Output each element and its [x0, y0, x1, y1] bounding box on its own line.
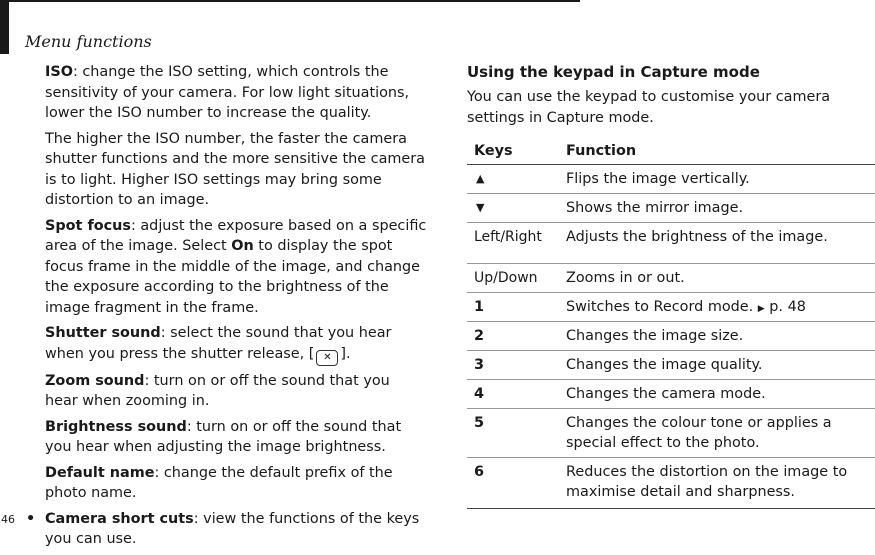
down-arrow-key-icon: ▼	[476, 201, 485, 214]
function-text: Changes the image quality.	[566, 357, 763, 373]
key-label: 5	[474, 415, 485, 431]
zoom-sound-paragraph	[45, 371, 427, 412]
key-label: 4	[474, 386, 485, 402]
key-label: 1	[474, 299, 485, 315]
desc: : view the functions of the keys you can use.	[45, 510, 420, 547]
section-intro: You can use the keypad to customise your camera settings in Capture mode.	[467, 89, 831, 126]
term: Spot focus	[45, 217, 131, 234]
desc: The higher the ISO number, the faster the camera shutter functions and the more sensitive the camera is to light. Higher ISO settings may bring some distortion to an image.	[45, 130, 425, 208]
table-row	[467, 458, 875, 509]
function-text: Reduces the distortion on the image to maximise detail and sharpness.	[566, 464, 848, 500]
key-label: 3	[474, 357, 485, 373]
term: Default name	[45, 464, 155, 481]
function-text: Changes the colour tone or applies a special effect to the photo.	[566, 415, 832, 451]
desc: : turn on or off the sound that you hear when adjusting the image brightness.	[45, 418, 402, 455]
function-text: Flips the image vertically.	[566, 171, 750, 187]
table-row	[467, 293, 875, 322]
table-row	[467, 165, 875, 194]
default-name-paragraph	[45, 463, 427, 504]
keys-table	[467, 138, 875, 509]
page-reference: p. 48	[769, 299, 806, 315]
section-title: Using the keypad in Capture mode	[467, 63, 760, 81]
table-header	[467, 138, 875, 165]
left-column	[26, 62, 427, 555]
reference-arrow-icon: ▶	[757, 304, 765, 314]
iso-paragraph	[45, 62, 427, 124]
header-rule	[0, 0, 580, 2]
key-label: 6	[474, 464, 485, 480]
table-row	[467, 351, 875, 380]
function-text: Shows the mirror image.	[566, 200, 744, 216]
shutter-sound-paragraph	[45, 323, 427, 366]
table-row	[467, 409, 875, 458]
shutter-key-icon: ✕	[316, 350, 338, 366]
desc: : change the ISO setting, which controls the sensitivity of your camera. For low light situations, lower the ISO number to increase the quality.	[45, 64, 410, 121]
desc-cont: to display the spot focus frame in the middle of the image, and change the exposure according to the brightness of the image fragment in the frame.	[45, 238, 421, 316]
function-text: Switches to Record mode.	[566, 299, 754, 315]
on-option: On	[231, 238, 254, 254]
header-bar	[0, 0, 9, 54]
table-row	[467, 223, 875, 264]
table-row	[467, 380, 875, 409]
desc-end: ].	[340, 345, 351, 362]
function-text: Adjusts the brightness of the image.	[566, 229, 828, 245]
function-cell	[566, 293, 875, 323]
function-text: Changes the camera mode.	[566, 386, 766, 402]
iso-note-paragraph	[45, 129, 427, 211]
key-label: Left/Right	[474, 229, 542, 245]
table-row	[467, 194, 875, 223]
desc: : turn on or off the sound that you hear when zooming in.	[45, 372, 390, 409]
term: Brightness sound	[45, 418, 187, 435]
key-label: 2	[474, 328, 485, 344]
term: Camera short cuts	[45, 510, 194, 527]
term: ISO	[45, 64, 73, 80]
page-number: 46	[1, 513, 15, 526]
table-row	[467, 322, 875, 351]
right-column	[467, 62, 875, 509]
spot-focus-paragraph	[45, 216, 427, 319]
desc: : select the sound that you hear when you press the shutter release, [	[45, 325, 392, 362]
bullet-icon: •	[26, 510, 36, 527]
term: Zoom sound	[45, 372, 145, 389]
term: Shutter sound	[45, 325, 161, 341]
up-arrow-key-icon: ▲	[476, 172, 485, 185]
header-function: Function	[566, 143, 637, 159]
desc: : adjust the exposure based on a specific area of the image. Select	[45, 217, 427, 254]
page-header-title: Menu functions	[25, 32, 152, 51]
header-keys: Keys	[474, 143, 513, 159]
function-text: Changes the image size.	[566, 328, 744, 344]
camera-shortcuts-bullet	[26, 509, 427, 550]
desc: : change the default prefix of the photo name.	[45, 464, 393, 501]
function-text: Zooms in or out.	[566, 270, 685, 286]
key-label: Up/Down	[474, 270, 538, 286]
table-row	[467, 264, 875, 293]
brightness-sound-paragraph	[45, 417, 427, 458]
